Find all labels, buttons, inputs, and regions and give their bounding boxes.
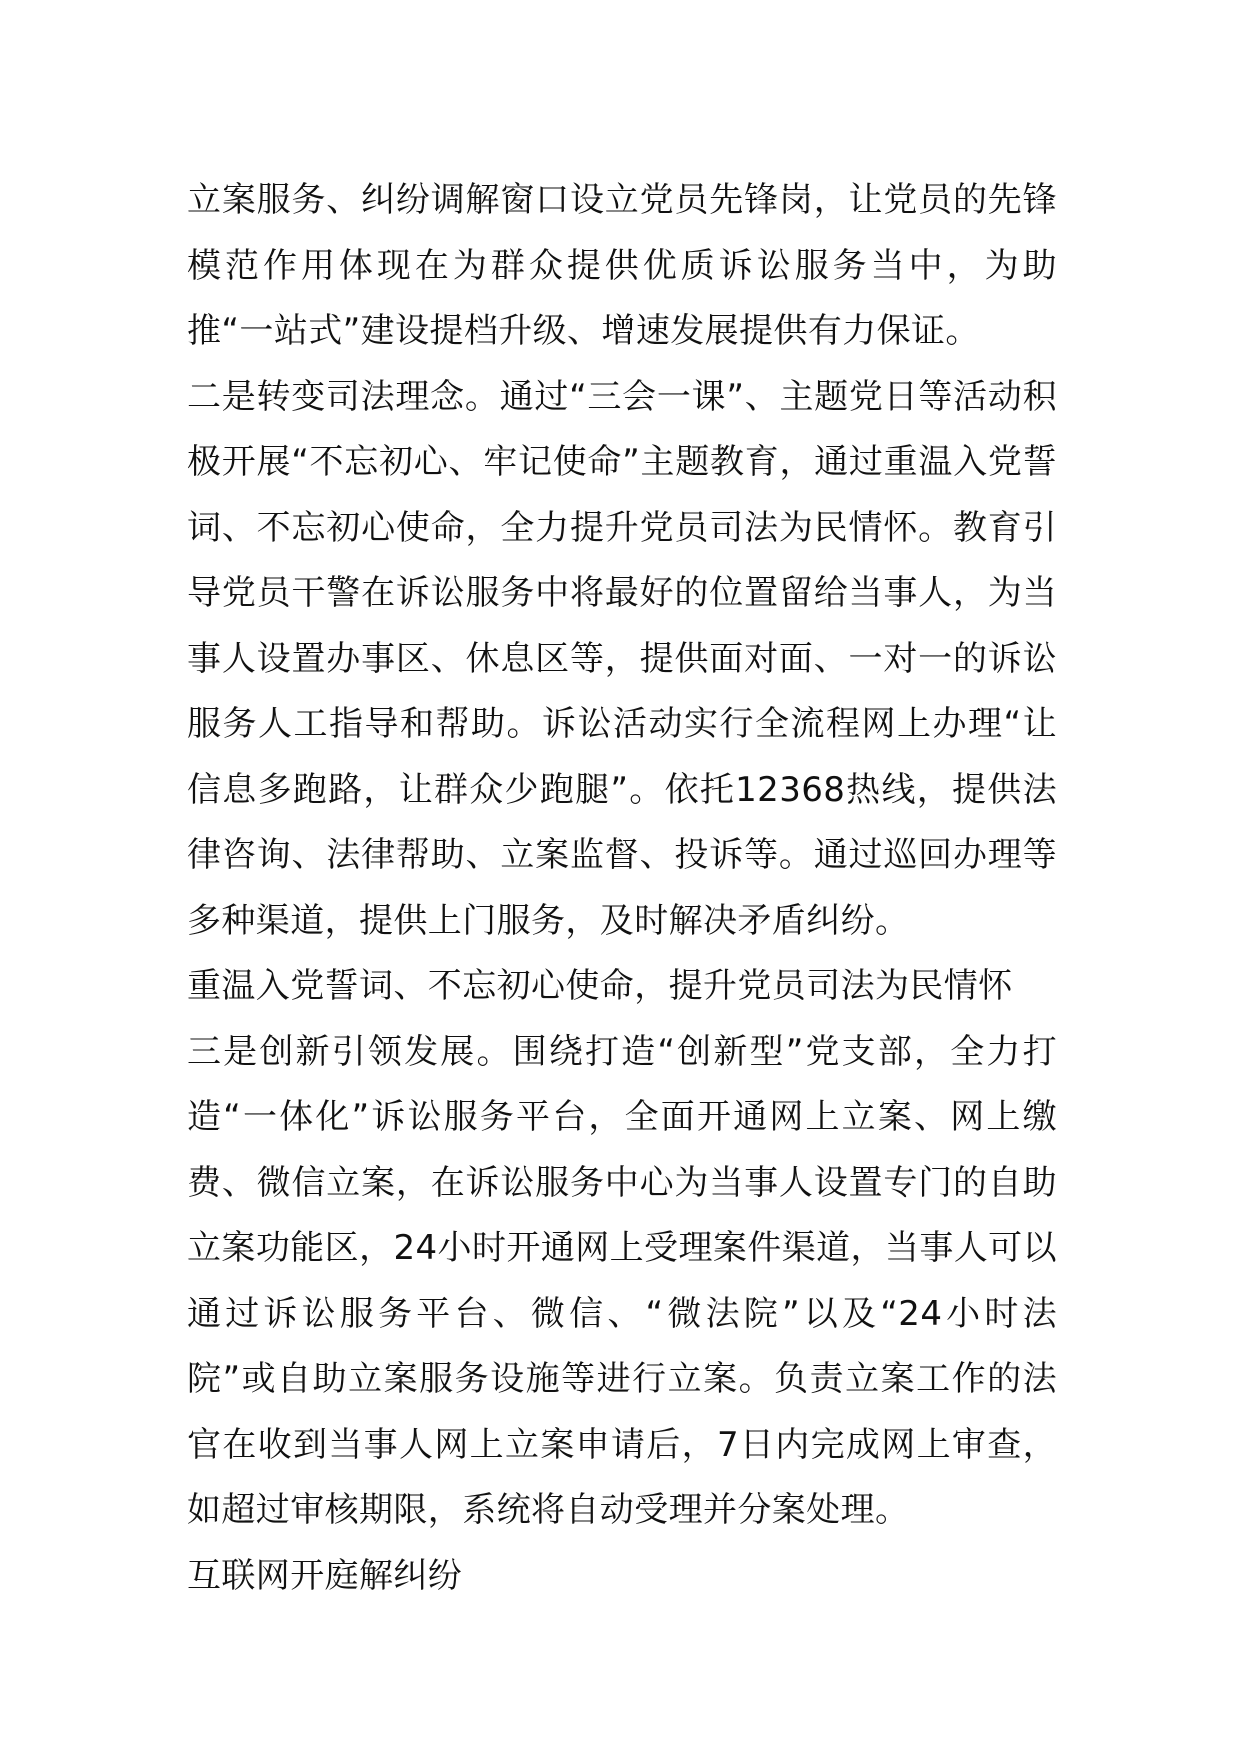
- paragraph-innovation-development: 三是创新引领发展。围绕打造“创新型”党支部，全力打造“一体化”诉讼服务平台，全面开通网上立案、网上缴费、微信立案，在诉讼服务中心为当事人设置专门的自助立案功能区，24小时开通网上受理案件渠道，当事人可以通过诉讼服务平台、微信、“微法院”以及“24小时法院”或自助立案服务设施等进行立案。负责立案工作的法官在收到当事人网上立案申请后，7日内完成网上审查，如超过审核期限，系统将自动受理并分案处理。: [187, 1031, 1057, 1530]
- subheading-oath-review: 重温入党誓词、不忘初心使命，提升党员司法为民情怀: [187, 966, 1013, 1006]
- paragraph-judicial-philosophy: 二是转变司法理念。通过“三会一课”、主题党日等活动积极开展“不忘初心、牢记使命”主题教育，通过重温入党誓词、不忘初心使命，全力提升党员司法为民情怀。教育引导党员干警在诉讼服务中将最好的位置留给当事人，为当事人设置办事区、休息区等，提供面对面、一对一的诉讼服务人工指导和帮助。诉讼活动实行全流程网上办理“让信息多跑路，让群众少跑腿”。依托12368热线，提供法律咨询、法律帮助、立案监督、投诉等。通过巡回办理等多种渠道，提供上门服务，及时解决矛盾纠纷。: [187, 376, 1057, 941]
- document-page: [187, 168, 1057, 1609]
- paragraph-party-pioneer-post: 立案服务、纠纷调解窗口设立党员先锋岗，让党员的先锋模范作用体现在为群众提供优质诉讼服务当中，为助推“一站式”建设提档升级、增速发展提供有力保证。: [187, 180, 1057, 351]
- subheading-online-hearing: 互联网开庭解纠纷: [187, 1555, 463, 1596]
